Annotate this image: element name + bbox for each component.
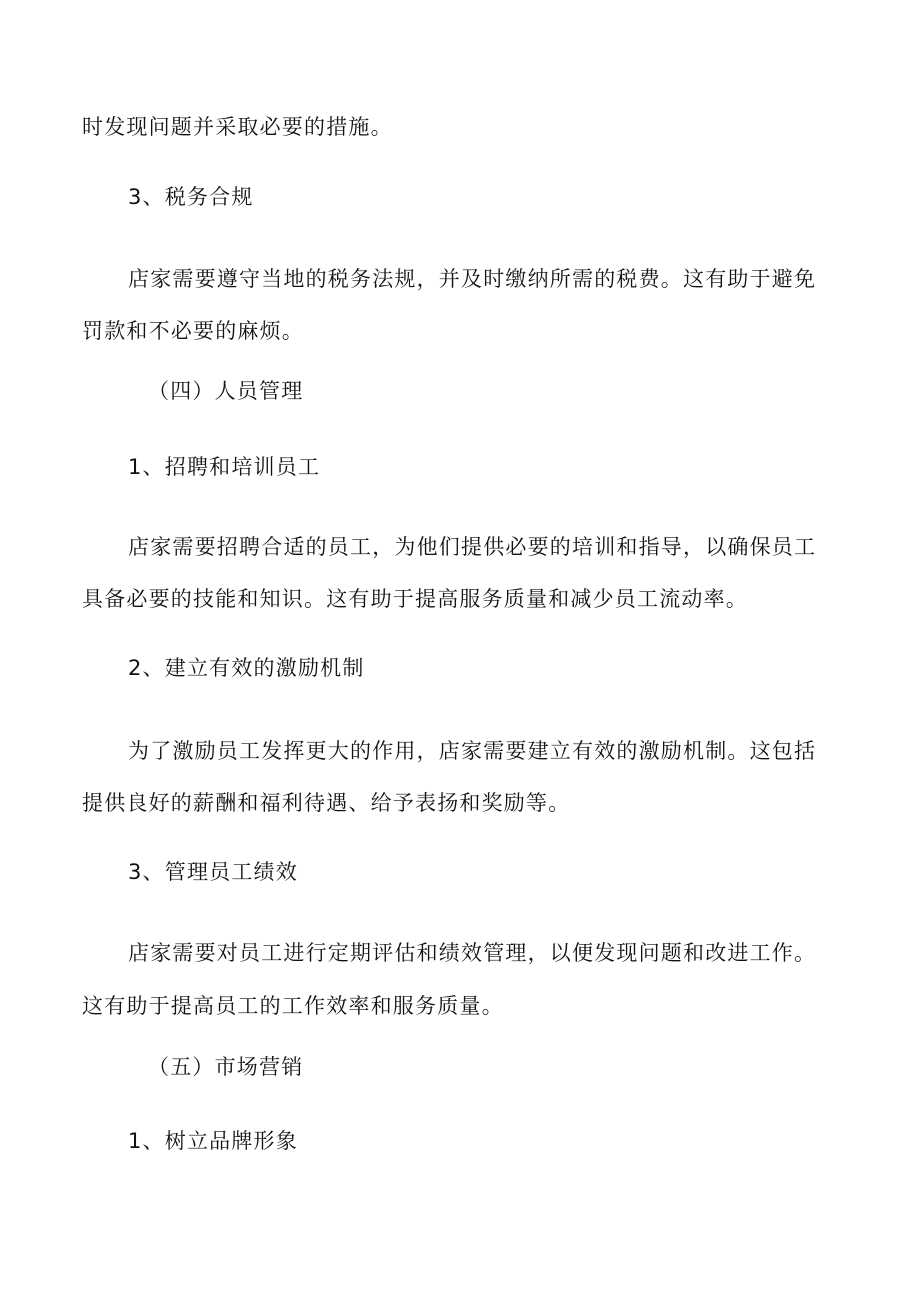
paragraph-line: 这有助于提高员工的工作效率和服务质量。 [82, 994, 504, 1018]
paragraph-line: 罚款和不必要的麻烦。 [82, 319, 304, 343]
section-heading: 1、树立品牌形象 [128, 1129, 298, 1153]
section-heading: 1、招聘和培训员工 [128, 455, 321, 479]
paragraph-line: 为了激励员工发挥更大的作用，店家需要建立有效的激励机制。这包括 [128, 739, 817, 763]
section-heading: 3、管理员工绩效 [128, 860, 298, 884]
chapter-heading: （四）人员管理 [148, 379, 304, 403]
paragraph-line: 时发现问题并采取必要的措施。 [82, 115, 393, 139]
paragraph-line: 提供良好的薪酬和福利待遇、给予表扬和奖励等。 [82, 791, 571, 815]
paragraph-line: 店家需要对员工进行定期评估和绩效管理，以便发现问题和改进工作。 [128, 941, 817, 965]
paragraph-line: 店家需要遵守当地的税务法规，并及时缴纳所需的税费。这有助于避免 [128, 267, 817, 291]
section-heading: 2、建立有效的激励机制 [128, 656, 365, 680]
paragraph-line: 店家需要招聘合适的员工，为他们提供必要的培训和指导，以确保员工 [128, 535, 817, 559]
paragraph-line: 具备必要的技能和知识。这有助于提高服务质量和减少员工流动率。 [82, 587, 748, 611]
chapter-heading: （五）市场营销 [148, 1055, 304, 1079]
section-heading: 3、税务合规 [128, 185, 254, 209]
